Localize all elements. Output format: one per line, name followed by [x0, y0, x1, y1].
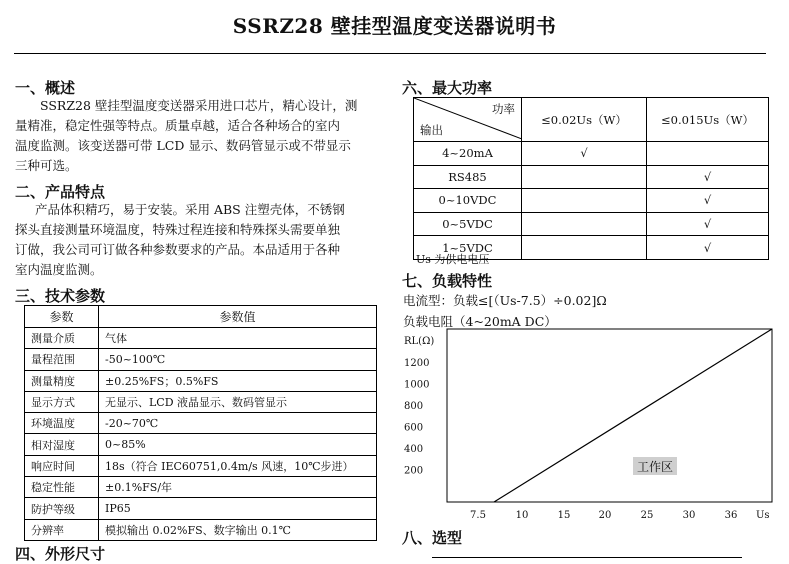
x-tick-label: 10 — [515, 510, 529, 521]
param-value: 无显示、LCD 液晶显示、数码管显示 — [99, 391, 377, 412]
x-tick-label: 36 — [724, 510, 738, 521]
table-row — [25, 519, 377, 540]
output-type: 0~5VDC — [414, 212, 522, 236]
y-tick-label: 400 — [404, 444, 424, 455]
y-tick-label: 200 — [404, 465, 424, 477]
features-paragraph — [15, 200, 380, 280]
load-chart — [398, 326, 783, 524]
features-line: 室内温度监测。 — [15, 262, 103, 277]
param-value: 18s（符合 IEC60751,0.4m/s 风速，10℃步进） — [99, 455, 377, 476]
check-cell — [522, 236, 647, 260]
table-row — [25, 391, 377, 412]
param-value: -50~100℃ — [99, 349, 377, 370]
table-row — [25, 434, 377, 455]
load-heading: 七、负载特性 — [402, 272, 493, 290]
x-tick-labels — [470, 510, 770, 521]
table-row — [414, 189, 769, 213]
corner-top-label: 功率 — [492, 102, 515, 116]
param-name: 量程范围 — [25, 349, 99, 370]
y-tick-label: 800 — [404, 401, 424, 412]
features-line: 探头直接测量环境温度，特殊过程连接和特殊探头需要单独 — [15, 222, 341, 237]
x-axis-label: Us — [756, 510, 770, 521]
output-type: 0~10VDC — [414, 189, 522, 213]
y-axis-label: RL(Ω) — [404, 336, 435, 347]
check-cell — [522, 165, 647, 189]
table-row — [25, 477, 377, 498]
power-heading: 六、最大功率 — [402, 79, 493, 97]
power-corner-cell — [414, 98, 522, 142]
param-name: 分辨率 — [25, 519, 99, 540]
check-cell: √ — [647, 236, 769, 260]
title-divider — [14, 53, 766, 54]
x-tick-label: 20 — [598, 510, 612, 521]
table-row — [414, 212, 769, 236]
check-cell: √ — [522, 142, 647, 166]
overview-line: 温度监测。该变送器可带 LCD 显示、数码管显示或不带显示 — [15, 138, 351, 153]
power-table — [413, 97, 769, 260]
param-value: ±0.1%FS/年 — [99, 477, 377, 498]
table-row — [25, 413, 377, 434]
load-formula: 电流型：负载≤[（Us-7.5）÷0.02]Ω — [403, 293, 607, 308]
y-tick-label: 1000 — [404, 379, 430, 391]
table-row — [25, 455, 377, 476]
overview-paragraph — [15, 96, 380, 176]
y-tick-label: 600 — [404, 422, 424, 434]
overview-heading: 一、概述 — [15, 79, 76, 97]
param-name: 相对湿度 — [25, 434, 99, 455]
table-row — [25, 349, 377, 370]
param-name: 响应时间 — [25, 455, 99, 476]
page-title: SSRZ28 壁挂型温度变送器说明书 — [232, 14, 557, 38]
param-value: 0~85% — [99, 434, 377, 455]
overview-line: SSRZ28 壁挂型温度变送器采用进口芯片，精心设计，测 — [40, 98, 358, 113]
power-col2-header: ≤0.015Us（W） — [647, 98, 769, 142]
tech-table — [24, 305, 377, 541]
param-value: -20~70℃ — [99, 413, 377, 434]
x-tick-label: 15 — [557, 510, 571, 521]
param-name: 显示方式 — [25, 391, 99, 412]
table-row — [414, 165, 769, 189]
plot-frame — [447, 329, 772, 502]
x-tick-label: 30 — [682, 510, 696, 521]
features-line: 订做，我公司可订做各种参数要求的产品。本品适用于各种 — [15, 242, 341, 257]
output-type: 4~20mA — [414, 142, 522, 166]
table-row — [25, 328, 377, 349]
param-value: 气体 — [99, 328, 377, 349]
col-value-header: 参数值 — [99, 306, 377, 328]
power-col1-header: ≤0.02Us（W） — [522, 98, 647, 142]
power-note: Us 为供电电压 — [416, 253, 490, 266]
param-name: 环境温度 — [25, 413, 99, 434]
col-param-header: 参数 — [25, 306, 99, 328]
check-cell — [522, 212, 647, 236]
y-tick-label: 1200 — [404, 358, 430, 369]
tech-table-header — [25, 306, 377, 328]
load-subtitle: 负载电阻（4~20mA DC） — [403, 314, 557, 329]
param-value: IP65 — [99, 498, 377, 519]
param-value: ±0.25%FS；0.5%FS — [99, 370, 377, 391]
param-name: 防护等级 — [25, 498, 99, 519]
x-tick-label: 7.5 — [470, 510, 486, 521]
table-row — [25, 498, 377, 519]
corner-bottom-label: 输出 — [420, 123, 443, 137]
param-value: 模拟输出 0.02%FS、数字输出 0.1℃ — [99, 519, 377, 540]
param-name: 测量介质 — [25, 328, 99, 349]
load-limit-line — [494, 329, 772, 502]
check-cell: √ — [647, 165, 769, 189]
param-name: 稳定性能 — [25, 477, 99, 498]
param-name: 测量精度 — [25, 370, 99, 391]
check-cell: √ — [647, 189, 769, 213]
power-table-header — [414, 98, 769, 142]
output-type: 1~5VDC — [414, 236, 522, 260]
overview-line: 量精准，稳定性强等特点。质量卓越，适合各种场合的室内 — [15, 118, 341, 133]
table-row — [25, 370, 377, 391]
y-tick-labels — [404, 358, 429, 477]
output-type: RS485 — [414, 165, 522, 189]
check-cell — [647, 142, 769, 166]
check-cell: √ — [647, 212, 769, 236]
features-line: 产品体积精巧，易于安装。采用 ABS 注塑壳体，不锈钢 — [35, 202, 345, 217]
x-tick-label: 25 — [640, 510, 654, 521]
work-zone-label: 工作区 — [636, 460, 674, 474]
selection-underline — [432, 557, 742, 558]
overview-line: 三种可选。 — [15, 158, 78, 173]
dimensions-heading: 四、外形尺寸 — [15, 545, 106, 563]
check-cell — [522, 189, 647, 213]
tech-heading: 三、技术参数 — [15, 287, 106, 305]
features-heading: 二、产品特点 — [15, 183, 106, 201]
selection-heading: 八、选型 — [402, 529, 463, 547]
table-row — [414, 142, 769, 166]
